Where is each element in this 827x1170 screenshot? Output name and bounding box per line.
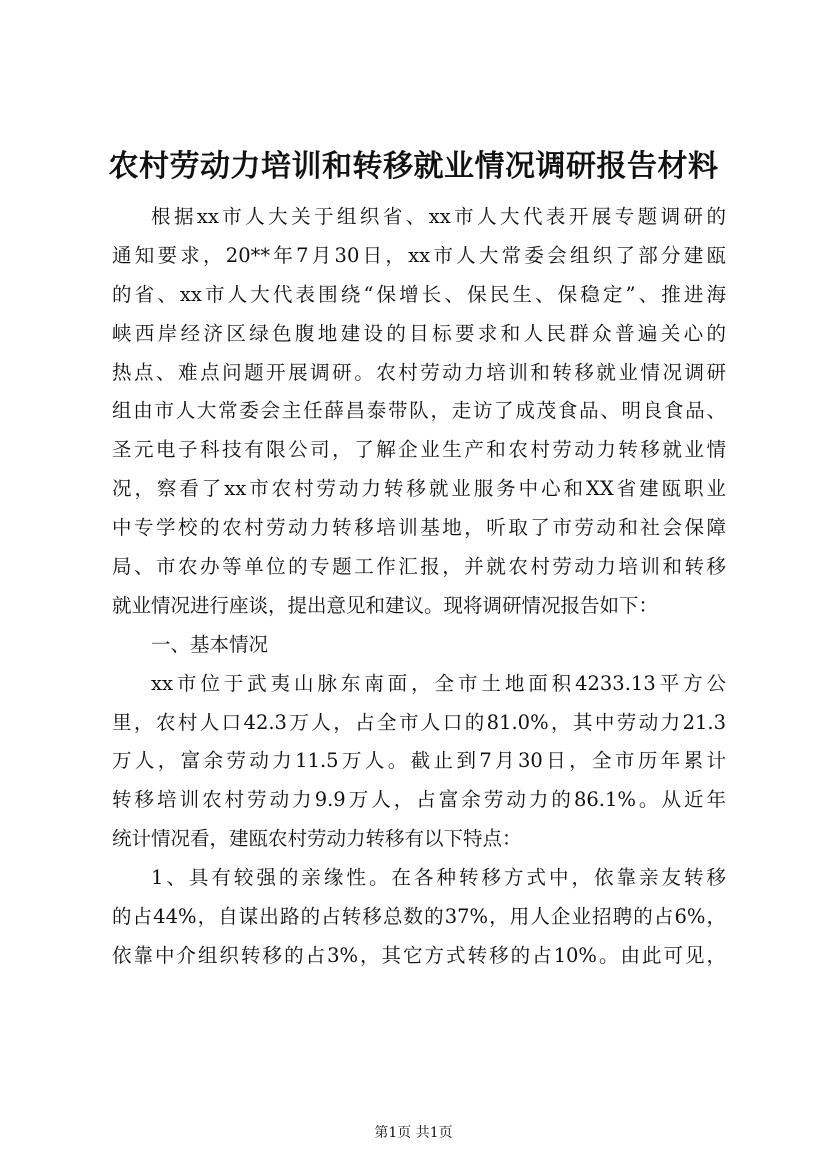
paragraph-line: 就业情况进行座谈，提出意见和建议。现将调研情况报告如下：	[112, 593, 659, 617]
paragraph-line: 中专学校的农村劳动力转移培训基地，听取了市劳动和社会保障	[112, 516, 726, 540]
paragraph-line: 热点、难点问题开展调研。农村劳动力培训和转移就业情况调研	[112, 360, 726, 384]
paragraph-line: xx市位于武夷山脉东南面，全市土地面积4233.13平方公	[151, 671, 726, 695]
document-title: 农村劳动力培训和转移就业情况调研报告材料	[108, 149, 719, 184]
paragraph-line: 的省、xx市人大代表围绕“保增长、保民生、保稳定”、推进海	[112, 282, 726, 306]
paragraph-line: 1、具有较强的亲缘性。在各种转移方式中，依靠亲友转移	[151, 866, 726, 890]
paragraph-line: 转移培训农村劳动力9.9万人，占富余劳动力的86.1%。从近年	[112, 788, 726, 812]
paragraph-line: 依靠中介组织转移的占3%，其它方式转移的占10%。由此可见，	[112, 943, 726, 967]
paragraph-line: 万人，富余劳动力11.5万人。截止到7月30日，全市历年累计	[112, 749, 726, 773]
paragraph-line: 局、市农办等单位的专题工作汇报，并就农村劳动力培训和转移	[112, 555, 726, 579]
paragraph-line: 的占44%，自谋出路的占转移总数的37%，用人企业招聘的占6%，	[112, 905, 726, 929]
page-footer: 第1页 共1页	[374, 1125, 453, 1141]
paragraph-line: 通知要求，20**年7月30日，xx市人大常委会组织了部分建瓯	[112, 243, 726, 267]
paragraph-line: 峡西岸经济区绿色腹地建设的目标要求和人民群众普遍关心的	[112, 321, 726, 345]
paragraph-line: 统计情况看，建瓯农村劳动力转移有以下特点：	[112, 827, 522, 851]
document-body	[112, 198, 726, 976]
paragraph-line: 况，察看了xx市农村劳动力转移就业服务中心和XX省建瓯职业	[112, 477, 726, 501]
paragraph-line: 圣元电子科技有限公司，了解企业生产和农村劳动力转移就业情	[112, 438, 726, 462]
section-heading: 一、基本情况	[151, 632, 269, 656]
paragraph-line: 组由市人大常委会主任薛昌泰带队，走访了成茂食品、明良食品、	[112, 399, 726, 423]
paragraph-line: 根据xx市人大关于组织省、xx市人大代表开展专题调研的	[151, 205, 726, 228]
paragraph-line: 里，农村人口42.3万人，占全市人口的81.0%，其中劳动力21.3	[112, 710, 726, 734]
